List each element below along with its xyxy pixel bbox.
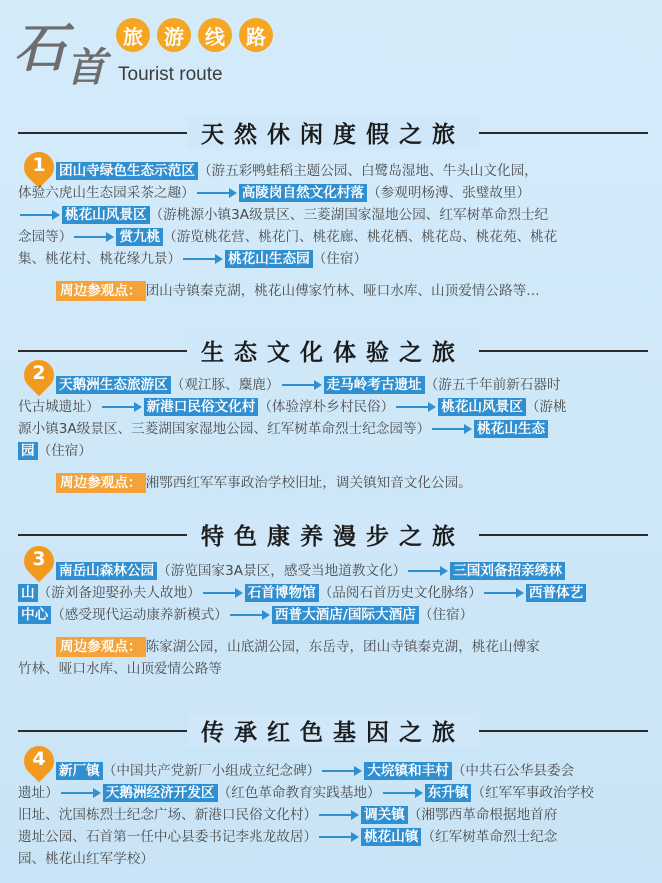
arrow-icon <box>319 810 359 820</box>
route-description <box>18 760 648 870</box>
stop-name: 石首博物馆 <box>245 584 319 602</box>
arrow-icon <box>282 380 322 390</box>
route-description <box>18 374 648 462</box>
header <box>0 0 662 98</box>
route-description <box>18 160 648 270</box>
stop-name: 天鹅洲生态旅游区 <box>56 376 171 394</box>
english-title: Tourist route <box>118 64 223 85</box>
arrow-icon <box>408 566 448 576</box>
nearby-attractions <box>56 636 648 658</box>
title-bubble-1: 旅 <box>116 18 150 52</box>
stop-name: 赏九桃 <box>116 228 163 246</box>
stop-desc: 代古城遗址） <box>18 399 100 415</box>
section-3 <box>18 520 648 680</box>
stop-desc: （游览国家3A景区，感受当地道教文化） <box>157 563 407 579</box>
section-2 <box>18 336 648 494</box>
header-char-2: 首 <box>66 44 106 91</box>
stop-name: 东升镇 <box>425 784 472 802</box>
stop-name: 桃花山镇 <box>361 828 421 846</box>
nearby-text: 竹林、哑口水库、山顶爱情公路等 <box>18 661 222 677</box>
stop-name: 团山寺绿色生态示范区 <box>56 162 198 180</box>
stop-desc: （中国共产党新厂小组成立纪念碑） <box>102 763 321 779</box>
stop-name: 西普大酒店/国际大酒店 <box>272 606 419 624</box>
arrow-icon <box>432 424 472 434</box>
nearby-text: 团山寺镇秦克湖，桃花山傅家竹林、哑口水库、山顶爱情公路等… <box>145 283 540 299</box>
stop-name: 三国刘备招亲绣林 <box>450 562 565 580</box>
stop-name: 南岳山森林公园 <box>56 562 157 580</box>
stop-desc: （红军军事政治学校 <box>471 785 594 801</box>
stop-name: 高陵岗自然文化村落 <box>239 184 367 202</box>
section-title-row <box>18 336 648 364</box>
arrow-icon <box>203 588 243 598</box>
section-title-row <box>18 118 648 146</box>
stop-name: 走马岭考古遗址 <box>324 376 425 394</box>
stop-name: 山 <box>18 584 38 602</box>
stop-desc: 旧址、沈国栋烈士纪念广场、新港口民俗文化村） <box>18 807 318 823</box>
stop-name: 中心 <box>18 606 51 624</box>
stop-desc: （住宿） <box>312 251 368 267</box>
title-bubble-4: 路 <box>239 18 273 52</box>
stop-desc: （红军树革命烈士纪念 <box>421 829 558 845</box>
stop-desc: （游五千年前新石器时 <box>424 377 561 393</box>
stop-desc: （游刘备迎娶孙夫人故地） <box>37 585 201 601</box>
section-title: 生态文化体验之旅 <box>187 334 479 367</box>
stop-desc: （住宿） <box>37 443 92 459</box>
arrow-icon <box>322 766 362 776</box>
stop-desc: （参观明杨溥、张璧故里） <box>367 185 531 201</box>
section-title-row <box>18 520 648 548</box>
stop-name: 桃花山风景区 <box>62 206 150 224</box>
route-number: 2 <box>32 362 46 384</box>
stop-desc: （中共石公华县委会 <box>451 763 575 779</box>
stop-name: 调关镇 <box>361 806 408 824</box>
route-description <box>18 560 648 626</box>
stop-name: 新厂镇 <box>56 762 103 780</box>
stop-desc: （游览桃花营、桃花门、桃花廊、桃花栖、桃花岛、桃花苑、桃花 <box>163 229 558 245</box>
nearby-text: 陈家湖公园，山底湖公园，东岳寺，团山寺镇秦克湖，桃花山傅家 <box>145 639 540 655</box>
header-char-1: 石 <box>14 18 67 79</box>
stop-desc: 体验六虎山生态园采茶之趣） <box>18 185 195 201</box>
stop-desc: 念园等） <box>18 229 73 245</box>
title-bubble-2: 游 <box>157 18 191 52</box>
stop-desc: （游五彩鸭蛙稻主题公园、白鹭岛湿地、牛头山文化园， <box>197 163 538 179</box>
arrow-icon <box>102 402 142 412</box>
stop-desc: 遗址公园、石首第一任中心县委书记李兆龙故居） <box>18 829 318 845</box>
stop-desc: （观江豚、麋鹿） <box>170 377 280 393</box>
stop-desc: （体验淳朴乡村民俗） <box>258 399 395 415</box>
route-number: 1 <box>32 154 46 176</box>
stop-name: 桃花山生态 <box>474 420 548 438</box>
stop-name: 园 <box>18 442 38 460</box>
stop-desc: 源小镇3A级景区、三菱湖国家湿地公园、红军树革命烈士纪念园等） <box>18 421 431 437</box>
section-title: 天然休闲度假之旅 <box>187 116 479 149</box>
arrow-icon <box>197 188 237 198</box>
arrow-icon <box>74 232 114 242</box>
nearby-attractions-cont <box>18 658 648 680</box>
stop-desc: 集、桃花村、桃花缘九景） <box>18 251 182 267</box>
nearby-attractions <box>56 472 648 494</box>
nearby-label: 周边参观点： <box>56 637 146 657</box>
arrow-icon <box>484 588 524 598</box>
section-title: 特色康养漫步之旅 <box>187 518 479 551</box>
stop-desc: （品阅石首历史文化脉络） <box>318 585 482 601</box>
stop-desc: （湘鄂西革命根据地首府 <box>407 807 558 823</box>
arrow-icon <box>183 254 223 264</box>
arrow-icon <box>230 610 270 620</box>
arrow-icon <box>396 402 436 412</box>
nearby-label: 周边参观点： <box>56 281 146 301</box>
section-1 <box>18 118 648 302</box>
stop-name: 桃花山生态园 <box>225 250 313 268</box>
stop-name: 大垸镇和丰村 <box>364 762 452 780</box>
arrow-icon <box>20 210 60 220</box>
stop-desc: （住宿） <box>418 607 474 623</box>
stop-name: 西普体艺 <box>526 584 586 602</box>
arrow-icon <box>319 832 359 842</box>
stop-desc: （红色革命教育实践基地） <box>217 785 381 801</box>
nearby-label: 周边参观点： <box>56 473 146 493</box>
stop-desc: 遗址） <box>18 785 59 801</box>
stop-desc: （游桃 <box>525 399 567 415</box>
stop-name: 桃花山风景区 <box>438 398 526 416</box>
title-bubble-3: 线 <box>198 18 232 52</box>
section-4 <box>18 716 648 870</box>
stop-desc: 园、桃花山红军学校） <box>18 851 154 867</box>
stop-name: 天鹅洲经济开发区 <box>103 784 218 802</box>
nearby-attractions <box>56 280 648 302</box>
route-number: 3 <box>32 548 46 570</box>
arrow-icon <box>383 788 423 798</box>
nearby-text: 湘鄂西红军军事政治学校旧址，调关镇知音文化公园。 <box>145 475 472 491</box>
stop-desc: （感受现代运动康养新模式） <box>51 607 228 623</box>
section-title: 传承红色基因之旅 <box>187 714 479 747</box>
arrow-icon <box>61 788 101 798</box>
stop-desc: （游桃源小镇3A级景区、三菱湖国家湿地公园、红军树革命烈士纪 <box>149 207 549 223</box>
stop-name: 新港口民俗文化村 <box>144 398 259 416</box>
route-number: 4 <box>32 748 46 770</box>
section-title-row <box>18 716 648 744</box>
